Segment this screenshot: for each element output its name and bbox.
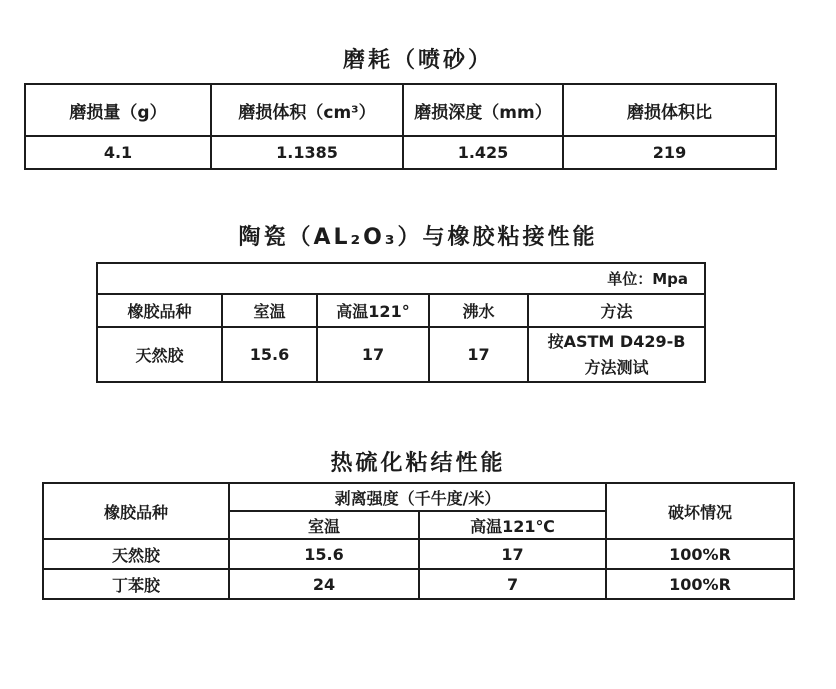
- vulcanization-value-room-temp: 24: [229, 569, 419, 599]
- abrasion-table: [24, 83, 777, 170]
- abrasion-header-volume-ratio: 磨损体积比: [563, 84, 776, 136]
- abrasion-value-volume: 1.1385: [211, 136, 403, 169]
- ceramic-header-high-temp: 高温121°: [317, 294, 429, 327]
- ceramic-header-boiling-water: 沸水: [429, 294, 528, 327]
- vulcanization-value-high-temp: 17: [419, 539, 606, 569]
- abrasion-value-depth: 1.425: [403, 136, 563, 169]
- ceramic-method-line2: 方法测试: [584, 357, 649, 377]
- vulcanization-row-natural-rubber: [43, 539, 794, 569]
- abrasion-value-mass: 4.1: [25, 136, 211, 169]
- ceramic-unit-row: [97, 263, 705, 294]
- vulcanization-group-header-row: [43, 483, 794, 511]
- abrasion-header-mass: 磨损量（g）: [25, 84, 211, 136]
- abrasion-value-row: [25, 136, 776, 169]
- vulcanization-value-damage: 100%R: [606, 539, 794, 569]
- vulcanization-row-sbr-rubber: [43, 569, 794, 599]
- vulcanization-value-room-temp: 15.6: [229, 539, 419, 569]
- ceramic-table-title: 陶瓷（AL₂O₃）与橡胶粘接性能: [238, 225, 598, 250]
- abrasion-table-title: 磨耗（喷砂）: [342, 48, 493, 73]
- ceramic-value-rubber-type: 天然胶: [97, 327, 222, 382]
- vulcanization-table: [42, 482, 795, 600]
- ceramic-unit-label: 单位：Mpa: [97, 263, 705, 294]
- vulcanization-header-rubber-type: 橡胶品种: [43, 483, 229, 539]
- abrasion-header-row: [25, 84, 776, 136]
- vulcanization-value-high-temp: 7: [419, 569, 606, 599]
- vulcanization-subheader-room-temp: 室温: [229, 511, 419, 539]
- ceramic-header-row: [97, 294, 705, 327]
- ceramic-value-method: [528, 327, 705, 382]
- ceramic-method-line1: 按ASTM D429-B: [547, 331, 686, 351]
- vulcanization-subheader-high-temp: 高温121℃: [419, 511, 606, 539]
- abrasion-header-volume: 磨损体积（cm³）: [211, 84, 403, 136]
- vulcanization-value-damage: 100%R: [606, 569, 794, 599]
- abrasion-value-volume-ratio: 219: [563, 136, 776, 169]
- ceramic-header-room-temp: 室温: [222, 294, 317, 327]
- vulcanization-value-rubber-type: 丁苯胶: [43, 569, 229, 599]
- ceramic-value-room-temp: 15.6: [222, 327, 317, 382]
- ceramic-header-rubber-type: 橡胶品种: [97, 294, 222, 327]
- vulcanization-header-peel-strength: 剥离强度（千牛度/米）: [229, 483, 606, 511]
- vulcanization-value-rubber-type: 天然胶: [43, 539, 229, 569]
- vulcanization-table-title: 热硫化粘结性能: [330, 451, 506, 476]
- abrasion-header-depth: 磨损深度（mm）: [403, 84, 563, 136]
- ceramic-bonding-table: [96, 262, 706, 383]
- ceramic-value-high-temp: 17: [317, 327, 429, 382]
- ceramic-value-boiling-water: 17: [429, 327, 528, 382]
- vulcanization-header-damage: 破坏情况: [606, 483, 794, 539]
- ceramic-data-row: [97, 327, 705, 382]
- ceramic-header-method: 方法: [528, 294, 705, 327]
